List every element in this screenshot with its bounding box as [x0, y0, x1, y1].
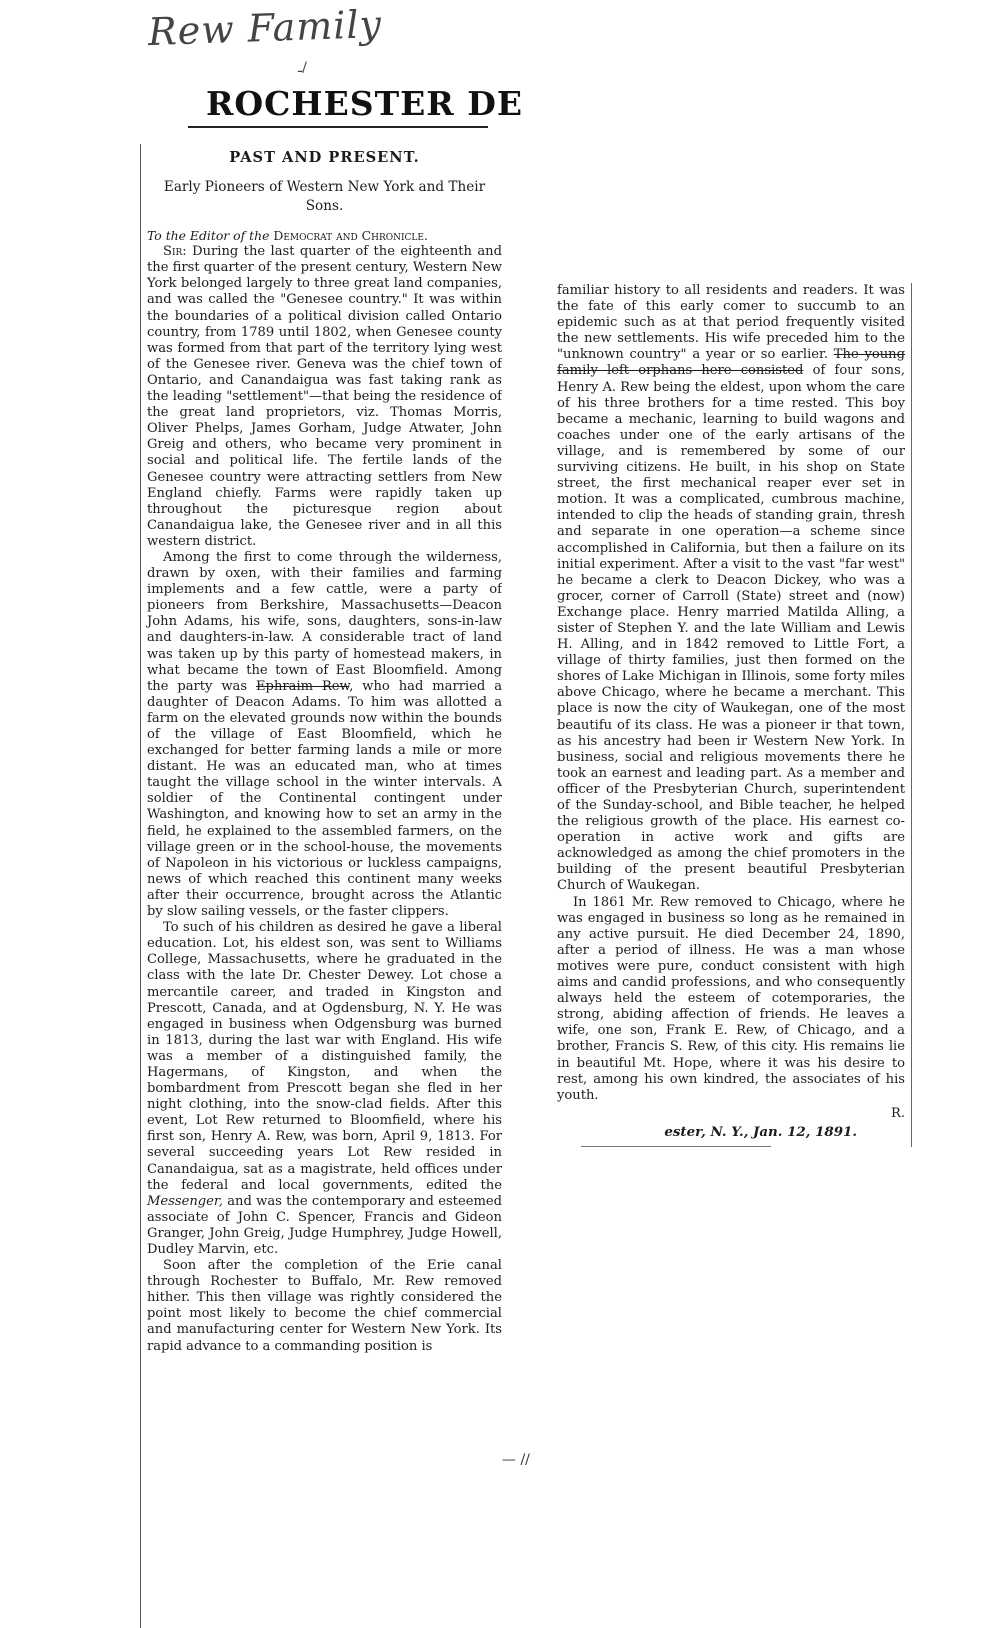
paragraph-2	[147, 550, 502, 920]
paragraph-4: Soon after the completion of the Erie canal through Rochester to Buffalo, Mr. Rew removed hither. This then village was rightly considered the point most likely to become the chief commercial and manufacturing center for Western New York. Its rapid advance to a commanding position is	[147, 1258, 502, 1354]
paragraph-5-cont: of four sons, Henry A. Rew being the eldest, upon whom the care of his three brothers for a time rested. This boy became a mechanic, learning to build wagons and coaches under one of the early artisans of the village, and is remembered by some of our surviving citizens. He built, in his shop on State street, the first mechanical reaper ever set in motion. It was a complicated, cumbrous machine, intended to clip the heads of standing grain, thresh and separate in one operation—a scheme since accomplished in California, but then a failure on its initial experiment. After a visit to the vast "far west" he became a clerk to Deacon Dickey, who was a grocer, corner of Carroll (State) street and (now) Exchange place. Henry married Matilda Alling, a sister of Stephen Y. and the late William and Lewis H. Alling, and in 1842 removed to Little Fort, a village of thirty families, just then formed on the shores of Lake Michigan in Illinois, some forty miles above Chicago, where he became a merchant. This place is now the city of Waukegan, one of the most beautifu of its class. He was a pioneer ir that town, as his ancestry had been ir Western New York. In business, social and religious movements there he took an earnest and leading part. As a member and officer of the Presbyterian Church, superintendent of the Sunday-school, and Bible teacher, he helped the religious growth of the place. His earnest co-operation in active work and gifts are acknowledged as among the chief promoters in the building of the present beautiful Presbyterian Church of Waukegan.	[557, 363, 906, 894]
paragraph-2-cont: of Deacon Adams. To him was allotted a farm on the elevated grounds now within the bounds of the village of East Bloomfield, which he exchanged for better farming lands a mile or more distant. He was an educated man, who at times taught the village school in the winter intervals. A soldier of the Continental contingent under Washington, and knowing how to set an army in the field, he explained to the assembled farmers, on the village green or in the school-house, the movements of Napoleon in his victorious or luckless campaigns, news of which reached this continent many weeks after their occurrence, brought across the Atlantic by slow sailing vessels, or the faster clippers.	[147, 694, 502, 920]
handwritten-tick: ـ/	[298, 60, 307, 76]
paragraph-1	[147, 244, 502, 550]
signature: R.	[890, 1105, 905, 1121]
dateline: ester, N. Y., Jan. 12, 1891.	[664, 1123, 857, 1140]
newspaper-name: Messenger,	[147, 1193, 223, 1209]
struck-tail: , who had married a daughter	[147, 678, 502, 710]
struck-phrase: The young family left orphans here consisted	[557, 347, 905, 379]
paragraph-3	[147, 920, 502, 1258]
margin-mark: — //	[502, 1452, 530, 1468]
paragraph-3-cont: and was the contemporary and esteemed associate of John C. Spencer, Francis and Gideon Granger, John Greig, Judge Humphrey, Judge Howell, Dudley Marvin, etc.	[147, 1193, 502, 1257]
paragraph-5-text: familiar history to all residents and readers. It was the fate of this early comer to succumb to an epidemic such as at that period frequently visited the new settlements. His wife preceded him to the "unknown country" a year or so earlier.	[557, 283, 905, 363]
article-subheadline: Early Pioneers of Western New York and Their Sons.	[163, 179, 486, 215]
article-column-1	[140, 144, 502, 1628]
salutation-prefix: To the Editor of the	[147, 228, 274, 244]
dateline-rule	[581, 1146, 771, 1147]
salutation-paper: Democrat and Chronicle.	[273, 228, 428, 244]
struck-name: Ephraim Rew	[256, 678, 350, 694]
paragraph-6: In 1861 Mr. Rew removed to Chicago, where he was engaged in business so long as he remained in any active pursuit. He died December 24, 1890, after a period of illness. He was a man whose motives were pure, conduct consistent with high aims and candid professions, and who consequently always held the esteem of cotemporaries, the strong, abiding affection of friends. He leaves a wife, one son, Frank E. Rew, of Chicago, and a brother, Francis S. Rew, of this city. His remains lie in beautiful Mt. Hope, where it was his desire to rest, among his own kindred, the associates of his youth.	[557, 894, 905, 1103]
sir-salute: Sir:	[163, 244, 187, 260]
paragraph-2-text: Among the first to come through the wilderness, drawn by oxen, with their families and farming implements and a few cattle, were a party of pioneers from Berkshire, Massachusetts—Deacon John Adams, his wife, sons, daughters, sons-in-law and daughters-in-law. A considerable tract of land was taken up by this party of homestead makers, in what became the town of East Bloomfield. Among the party was	[147, 549, 502, 694]
paragraph-5	[557, 283, 905, 895]
handwritten-note: Rew Family	[147, 1, 383, 55]
masthead-rule	[188, 126, 488, 128]
newspaper-masthead: ROCHESTER DE	[206, 84, 523, 123]
article-headline: PAST AND PRESENT.	[229, 149, 420, 166]
paragraph-3-text: To such of his children as desired he gave a liberal education. Lot, his eldest son, was sent to Williams College, Massachusetts, where he graduated in the class with the late Dr. Chester Dewey. Lot chose a mercantile career, and traded in Kingston and Prescott, Canada, and at Ogdensburg, N. Y. He was engaged in business when Odgensburg was burned in 1813, during the last war with England. His wife was a member of a distinguished family, the Hagermans, of Kingston, and when the bombardment from Prescott began she fled in her night clothing, into the snow-clad fields. After this event, Lot Rew returned to Bloomfield, where his first son, Henry A. Rew, was born, April 9, 1813. For several succeeding years Lot Rew resided in Canandaigua, sat as a magistrate, held offices under the federal and local governments, edited the	[147, 920, 502, 1193]
salutation	[147, 228, 502, 244]
article-column-2	[557, 283, 912, 1147]
paragraph-1-text: During the last quarter of the eighteenth and the first quarter of the present century, Western New York belonged largely to three great land companies, and was called the "Genesee country." It was within the boundaries of a political division called Ontario country, from 1789 until 1802, when Genesee county was formed from that part of the territory lying west of the Genesee river. Geneva was the chief town of Ontario, and Canandaigua was fast taking rank as the leading "settlement"—that being the residence of the great land proprietors, viz. Thomas Morris, Oliver Phelps, James Gorham, Judge Atwater, John Greig and others, who became very prominent in social and political life. The fertile lands of the Genesee country were attracting settlers from New England chiefly. Farms were rapidly taken up throughout the picturesque region about Canandaigua lake, the Genesee river and in all this western district.	[147, 244, 502, 549]
